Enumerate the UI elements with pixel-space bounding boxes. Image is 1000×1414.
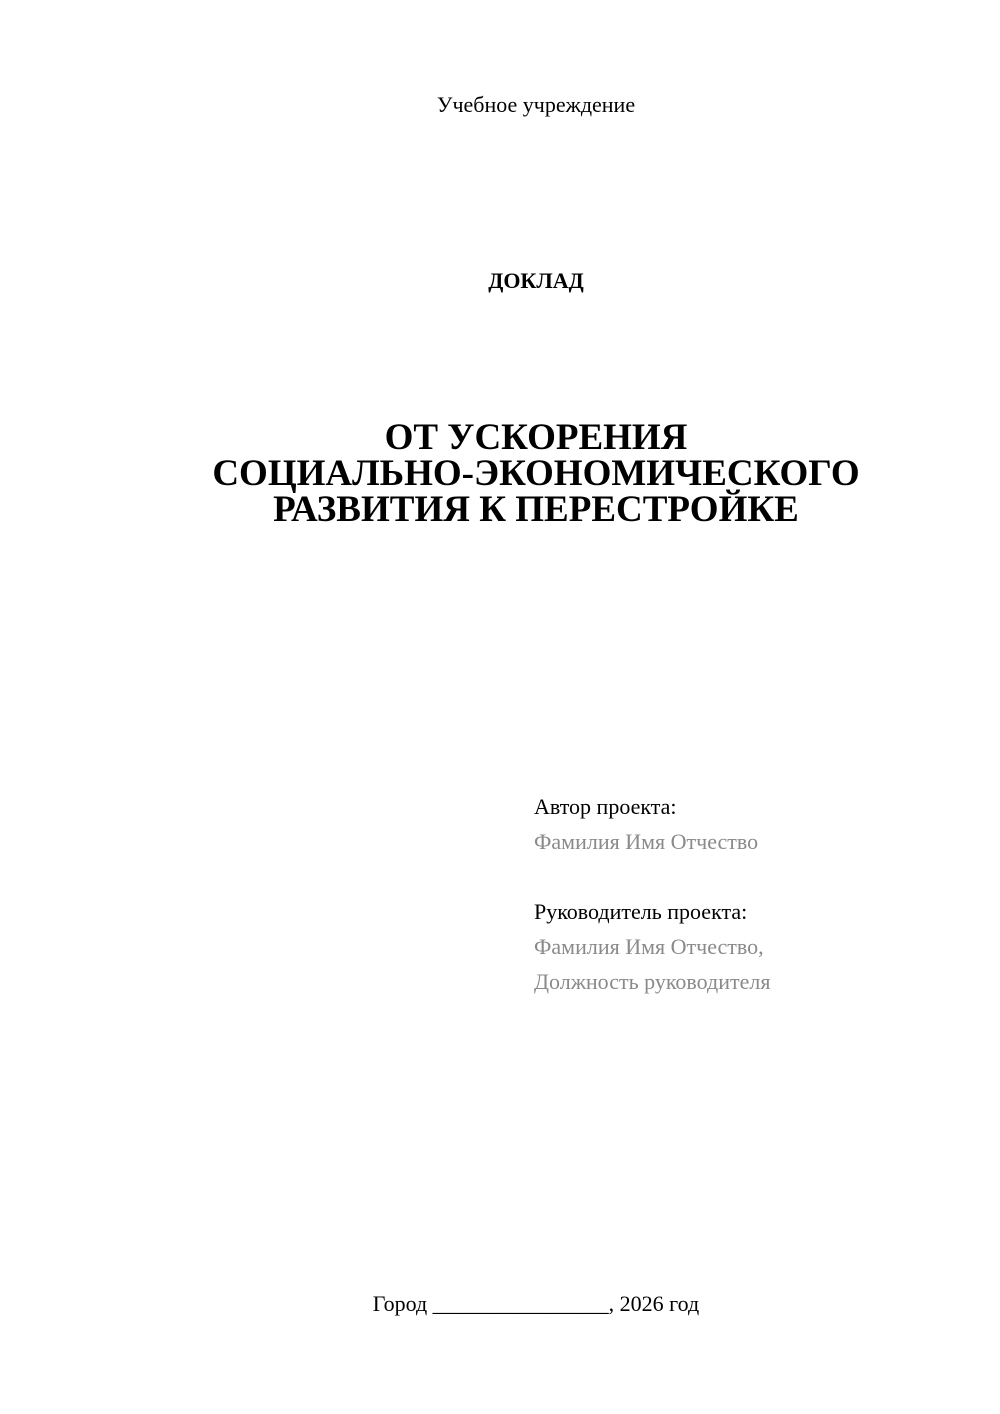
- author-label: Автор проекта:: [534, 794, 677, 819]
- institution-name: Учебное учреждение: [436, 92, 636, 117]
- supervisor-name: Фамилия Имя Отчество,: [534, 934, 764, 959]
- title-line-1: ОТ УСКОРЕНИЯ: [384, 417, 688, 458]
- supervisor-label: Руководитель проекта:: [534, 899, 748, 924]
- author-name: Фамилия Имя Отчество: [534, 829, 759, 854]
- city-year-line: Город ________________, 2026 год: [372, 1291, 700, 1316]
- document-type: ДОКЛАД: [488, 268, 584, 293]
- title-line-2: СОЦИАЛЬНО-ЭКОНОМИЧЕСКОГО: [212, 453, 860, 494]
- credits-spacer: [534, 859, 974, 894]
- supervisor-position: Должность руководителя: [534, 969, 771, 994]
- credits-block: [534, 789, 974, 999]
- document-title: [0, 417, 1000, 530]
- title-line-3: РАЗВИТИЯ К ПЕРЕСТРОЙКЕ: [273, 489, 799, 530]
